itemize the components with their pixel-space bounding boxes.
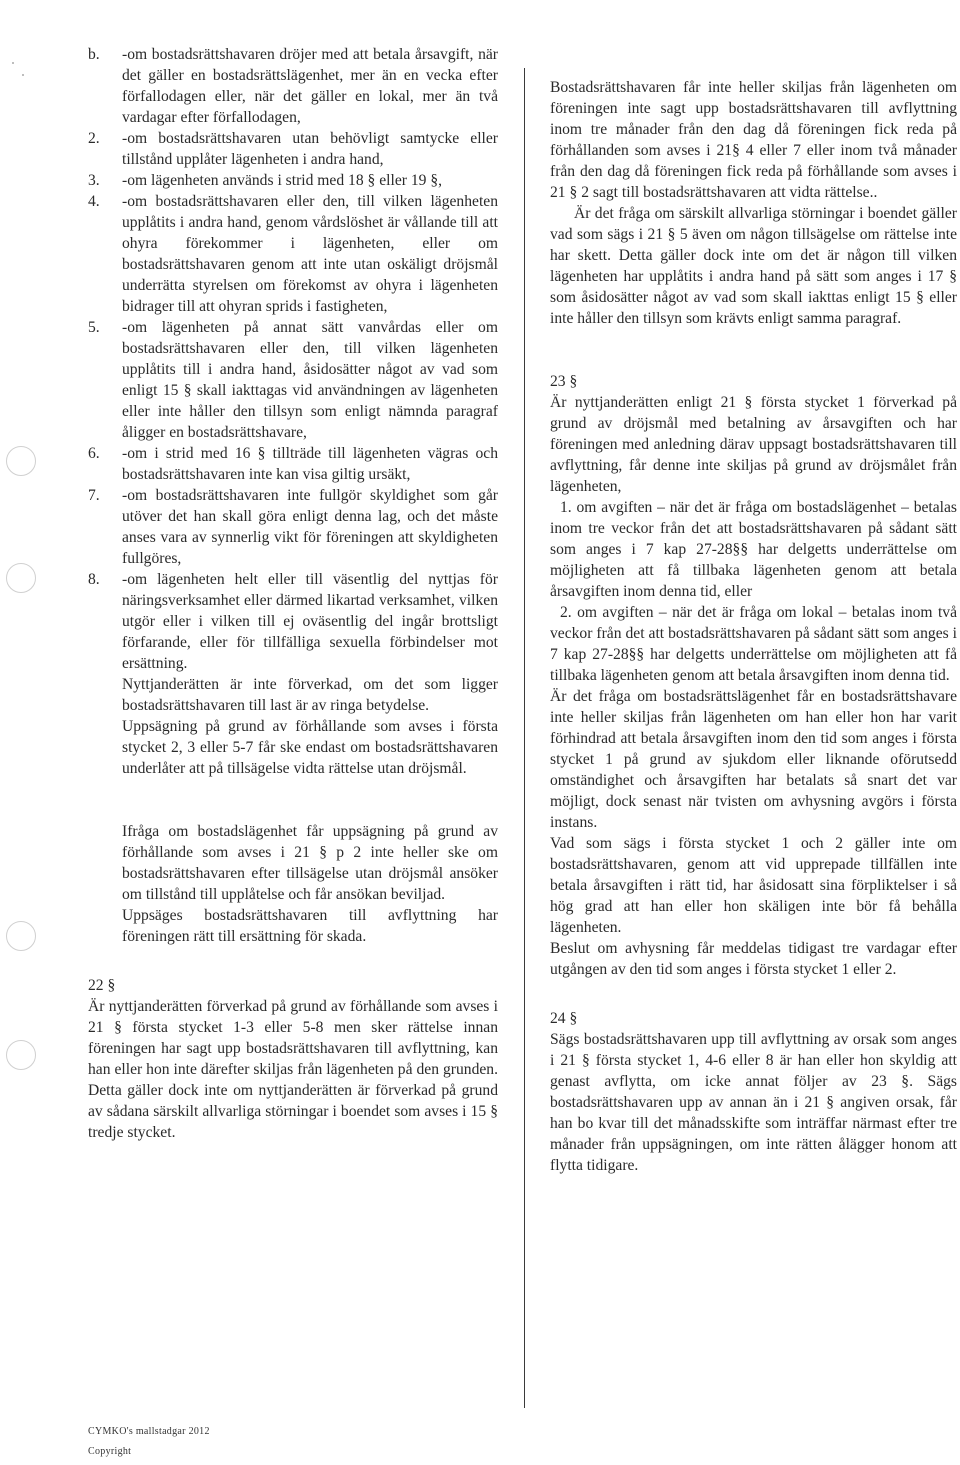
right-column	[550, 0, 957, 1176]
list-item	[88, 128, 498, 170]
list-text: -om i strid med 16 § tillträde till lägenheten vägras och bostadsrättshavaren inte kan visa giltig ursäkt,	[122, 445, 498, 483]
punch-hole	[6, 1040, 36, 1070]
punch-hole	[6, 446, 36, 476]
scan-speck	[22, 74, 24, 76]
paragraph: Vad som sägs i första stycket 1 och 2 gäller inte om bostadsrättshavaren, genom att vid upprepade tillfällen inte betala årsavgiften i rätt tid, har åsidosatt sina förpliktelser i så hög grad att han eller hon skäligen inte bör få behålla lägenheten.	[550, 835, 957, 936]
scan-speck	[12, 62, 14, 64]
list-item	[88, 443, 498, 485]
column-divider	[524, 68, 525, 1408]
paragraph: Är nyttjanderätten enligt 21 § första stycket 1 förverkad på grund av dröjsmål med betalning av årsavgiften och har föreningen med anledning därav uppsagt bostadsrättshavaren till avflyttning, får denne inte skiljas på grund av dröjsmålet från lägenheten,	[550, 394, 957, 495]
list-text: -om bostadsrättshavaren eller den, till vilken lägenheten upplåtits i andra hand, genom vårdslöshet är vållande till att ohyra förekommer i lägenheten, eller om bostadsrättshavaren genom att inte utan oskäligt dröjsmål underrätta styrelsen om förekomst av ohyra i lägenheten bidrager till att ohyran sprids i fastigheten,	[122, 193, 498, 315]
list-text: -om lägenheten helt eller till väsentlig del nyttjas för näringsverksamhet eller därmed likartad verksamhet, vilken utgör eller i vilken till ej oväsentlig del ingår brottsligt förfarande, eller för tillfälliga sexuella förbindelser mot ersättning.	[122, 571, 498, 672]
paragraph: Är det fråga om särskilt allvarliga störningar i boendet gäller vad som sägs i 21 § 5 även om någon tillsägelse om rättelse inte har skett. Detta gäller dock inte om det är någon till vilken lägenheten har upplåtits i andra hand på sätt som anges i 17 § som åsidosätter något av vad som skall iakttas enligt 15 § eller inte håller den tillsyn som krävts enligt samma paragraf.	[550, 205, 957, 327]
punch-hole	[6, 921, 36, 951]
paragraph: Beslut om avhysning får meddelas tidigast tre vardagar efter utgången av den tid som anges i första stycket 1 eller 2.	[550, 940, 957, 978]
list-number: b.	[88, 46, 100, 63]
section-heading-23: 23 §	[550, 373, 578, 390]
paragraph: Uppsägning på grund av förhållande som avses i första stycket 2, 3 eller 5-7 får ske endast om bostadsrättshavaren underlåter att på tillsägelse vidta rättelse utan dröjsmål.	[122, 718, 498, 777]
list-item: 1. om avgiften – när det är fråga om bostadslägenhet – betalas inom tre veckor från det att bostadsrättshavaren på sådant sätt som anges i 7 kap 27-28§§ har delgetts underrättelse om möjligheten att få tillbaka lägenheten genom att betala årsavgiften inom denna tid, eller	[550, 499, 957, 600]
list-number: 6.	[88, 445, 100, 462]
list-text: -om lägenheten på annat sätt vanvårdas eller om bostadsrättshavaren eller den, till vilken lägenheten upplåtits till i andra hand, åsidosätter något av vad som enligt 15 § skall iakttagas vid användningen av lägenheten eller inte håller den tillsyn som enligt nämnda paragraf åligger en bostadsrättshavare,	[122, 319, 498, 441]
list-number: 8.	[88, 571, 100, 588]
footer-line-2: Copyright	[88, 1446, 132, 1457]
punch-hole	[6, 563, 36, 593]
list-number: 5.	[88, 319, 100, 336]
paragraph: Är nyttjanderätten förverkad på grund av förhållande som avses i 21 § första stycket 1-3 eller 5-8 men sker rättelse innan föreningen har sagt upp bostadsrättshavaren till avflyttning, kan han eller hon inte därefter skiljas från lägenheten på den grunden. Detta gäller dock inte om nyttjanderätten är förverkad på grund av sådana särskilt allvarliga störningar i boendet som avses i 15 § tredje stycket.	[88, 998, 498, 1141]
paragraph: Ifråga om bostadslägenhet får uppsägning på grund av förhållande som avses i 21 § p 2 inte heller ske om bostadsrättshavaren efter tillsägelse utan dröjsmål ansöker om tillstånd till upplåtelse och får ansökan beviljad.	[122, 823, 498, 903]
left-column	[88, 0, 498, 1143]
list-item	[88, 569, 498, 674]
footer-line-1: CYMKO's mallstadgar 2012	[88, 1426, 210, 1437]
list-item-b	[88, 44, 498, 128]
paragraph: Sägs bostadsrättshavaren upp till avflyttning av orsak som anges i 21 § första stycket 1, 4-6 eller 8 är han eller hon skyldig att genast avflytta, om icke annat följer av 23 §. Sägs bostadsrättshavaren upp av annan än i 21 § angiven orsak, får han bo kvar till det månadsskifte som inträffar närmast efter tre månader från uppsägningen, om inte rätten ålägger honom att flytta tidigare.	[550, 1031, 957, 1174]
list-item	[88, 191, 498, 317]
list-text: -om bostadsrättshavaren inte fullgör skyldighet som går utöver det han skall göra enligt denna lag, och det måste anses vara av synnerlig vikt för föreningen att skyldigheten fullgöres,	[122, 487, 498, 567]
list-item	[88, 485, 498, 569]
paragraph: Är det fråga om bostadsrättslägenhet får en bostadsrättshavare inte heller skiljas från lägenheten om han eller hon har varit förhindrad att betala årsavgiften inom den tid som anges i första stycket 1 på grund av sjukdom eller liknande oförutsedd omständighet och årsavgiften har betalats så snart det var möjligt, dock senast när tvisten om avhysning avgörs i första instans.	[550, 688, 957, 831]
paragraph: Uppsäges bostadsrättshavaren till avflyttning har föreningen rätt till ersättning för skada.	[122, 907, 498, 945]
section-heading-24: 24 §	[550, 1010, 578, 1027]
list-item	[88, 170, 498, 191]
paragraph: Nyttjanderätten är inte förverkad, om det som ligger bostadsrättshavaren till last är av ringa betydelse.	[122, 676, 498, 714]
paragraph: Bostadsrättshavaren får inte heller skiljas från lägenheten om föreningen inte sagt upp bostadsrättshavaren till avflyttning inom tre månader från den dag då föreningen fick reda på förhållanden som avses i 21§ 4 eller 7 eller inom två månader från den dag då föreningen fick reda på förhållande som avses i 21 § 2 sagt till bostadsrättshavaren att vidta rättelse..	[550, 79, 957, 201]
list-item	[88, 317, 498, 443]
list-number: 2.	[88, 130, 100, 147]
list-text: -om lägenheten används i strid med 18 § eller 19 §,	[122, 172, 443, 189]
list-text: -om bostadsrättshavaren utan behövligt samtycke eller tillstånd upplåter lägenheten i andra hand,	[122, 130, 498, 168]
list-item: 2. om avgiften – när det är fråga om lokal – betalas inom två veckor från det att bostadsrättshavaren på sådant sätt som anges i 7 kap 27-28§§ har delgetts underrättelse om möjligheten att få tillbaka lägenheten genom att betala årsavgiften inom denna tid.	[550, 604, 957, 684]
list-number: 3.	[88, 172, 100, 189]
list-number: 4.	[88, 193, 100, 210]
list-text: -om bostadsrättshavaren dröjer med att betala årsavgift, när det gäller en bostadsrättslägenhet, mer än en vecka efter förfallodagen eller, när det gäller en lokal, mer än två vardagar efter förfallodagen,	[122, 46, 498, 126]
section-heading-22: 22 §	[88, 977, 116, 994]
list-number: 7.	[88, 487, 100, 504]
